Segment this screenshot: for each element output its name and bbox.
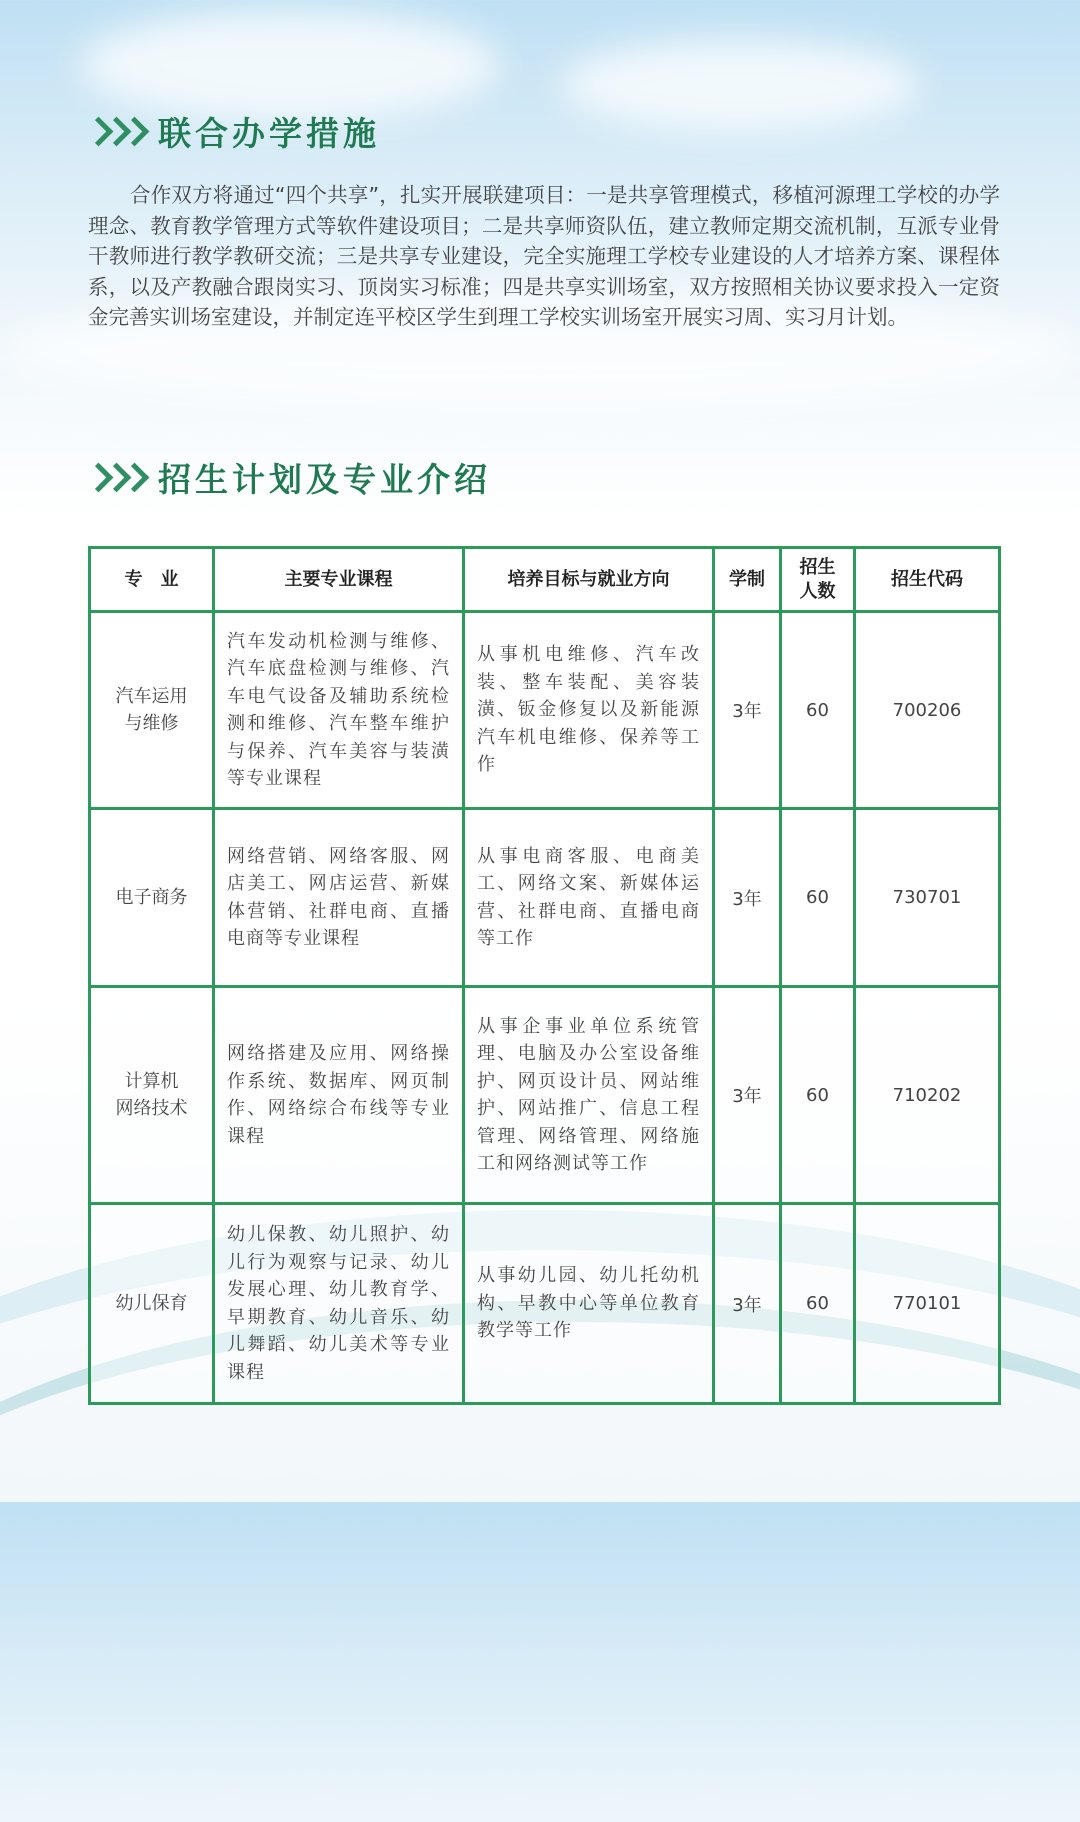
background-cloud [560, 40, 920, 130]
enrollment-table [88, 546, 1001, 1405]
cell-duration: 3年 [714, 809, 781, 987]
cell-major: 计算机 网络技术 [90, 987, 214, 1204]
table-row [90, 1204, 1000, 1404]
cell-major: 电子商务 [90, 809, 214, 987]
cell-duration: 3年 [714, 612, 781, 809]
cell-code: 700206 [855, 612, 1000, 809]
cell-code: 710202 [855, 987, 1000, 1204]
cell-code: 730701 [855, 809, 1000, 987]
cell-courses: 网络营销、网络客服、网店美工、网店运营、新媒体营销、社群电商、直播电商等专业课程 [214, 809, 464, 987]
cell-duration: 3年 [714, 1204, 781, 1404]
section-title: 招生计划及专业介绍 [158, 460, 491, 499]
cell-goals: 从事电商客服、电商美工、网络文案、新媒体运营、社群电商、直播电商等工作 [464, 809, 714, 987]
section-heading-measures [88, 108, 380, 155]
cell-major: 汽车运用 与维修 [90, 612, 214, 809]
header-courses: 主要专业课程 [214, 548, 464, 612]
cell-goals: 从事幼儿园、幼儿托幼机构、早教中心等单位教育教学等工作 [464, 1204, 714, 1404]
cell-quota: 60 [781, 809, 855, 987]
section-title: 联合办学措施 [158, 114, 380, 153]
cell-goals: 从事机电维修、汽车改装、整车装配、美容装潢、钣金修复以及新能源汽车机电维修、保养等工作 [464, 612, 714, 809]
cell-courses: 幼儿保教、幼儿照护、幼儿行为观察与记录、幼儿发展心理、幼儿教育学、早期教育、幼儿音乐、幼儿舞蹈、幼儿美术等专业课程 [214, 1204, 464, 1404]
header-code: 招生代码 [855, 548, 1000, 612]
table-row [90, 987, 1000, 1204]
cell-quota: 60 [781, 612, 855, 809]
cell-courses: 汽车发动机检测与维修、汽车底盘检测与维修、汽车电气设备及辅助系统检测和维修、汽车整车维护与保养、汽车美容与装潢等专业课程 [214, 612, 464, 809]
cell-courses: 网络搭建及应用、网络操作系统、数据库、网页制作、网络综合布线等专业课程 [214, 987, 464, 1204]
header-duration: 学制 [714, 548, 781, 612]
cell-code: 770101 [855, 1204, 1000, 1404]
header-major: 专 业 [90, 548, 214, 612]
background-cloud [80, 10, 500, 120]
cell-quota: 60 [781, 987, 855, 1204]
cell-goals: 从事企事业单位系统管理、电脑及办公室设备维护、网页设计员、网站维护、网站推广、信息工程管理、网络管理、网络施工和网络测试等工作 [464, 987, 714, 1204]
header-goals: 培养目标与就业方向 [464, 548, 714, 612]
triple-chevron-icon [88, 467, 142, 488]
cell-quota: 60 [781, 1204, 855, 1404]
header-quota: 招生 人数 [781, 548, 855, 612]
measures-paragraph: 合作双方将通过“四个共享”，扎实开展联建项目：一是共享管理模式，移植河源理工学校的办学理念、教育教学管理方式等软件建设项目；二是共享师资队伍，建立教师定期交流机制，互派专业骨干教师进行教学教研交流；三是共享专业建设，完全实施理工学校专业建设的人才培养方案、课程体系，以及产教融合跟岗实习、顶岗实习标准；四是共享实训场室，双方按照相关协议要求投入一定资金完善实训场室建设，并制定连平校区学生到理工学校实训场室开展实习周、实习月计划。 [88, 183, 1000, 329]
cell-duration: 3年 [714, 987, 781, 1204]
table-row [90, 612, 1000, 809]
table-row [90, 809, 1000, 987]
table-header-row [90, 548, 1000, 612]
cell-major: 幼儿保育 [90, 1204, 214, 1404]
triple-chevron-icon [88, 121, 142, 142]
section-heading-enrollment [88, 454, 491, 501]
